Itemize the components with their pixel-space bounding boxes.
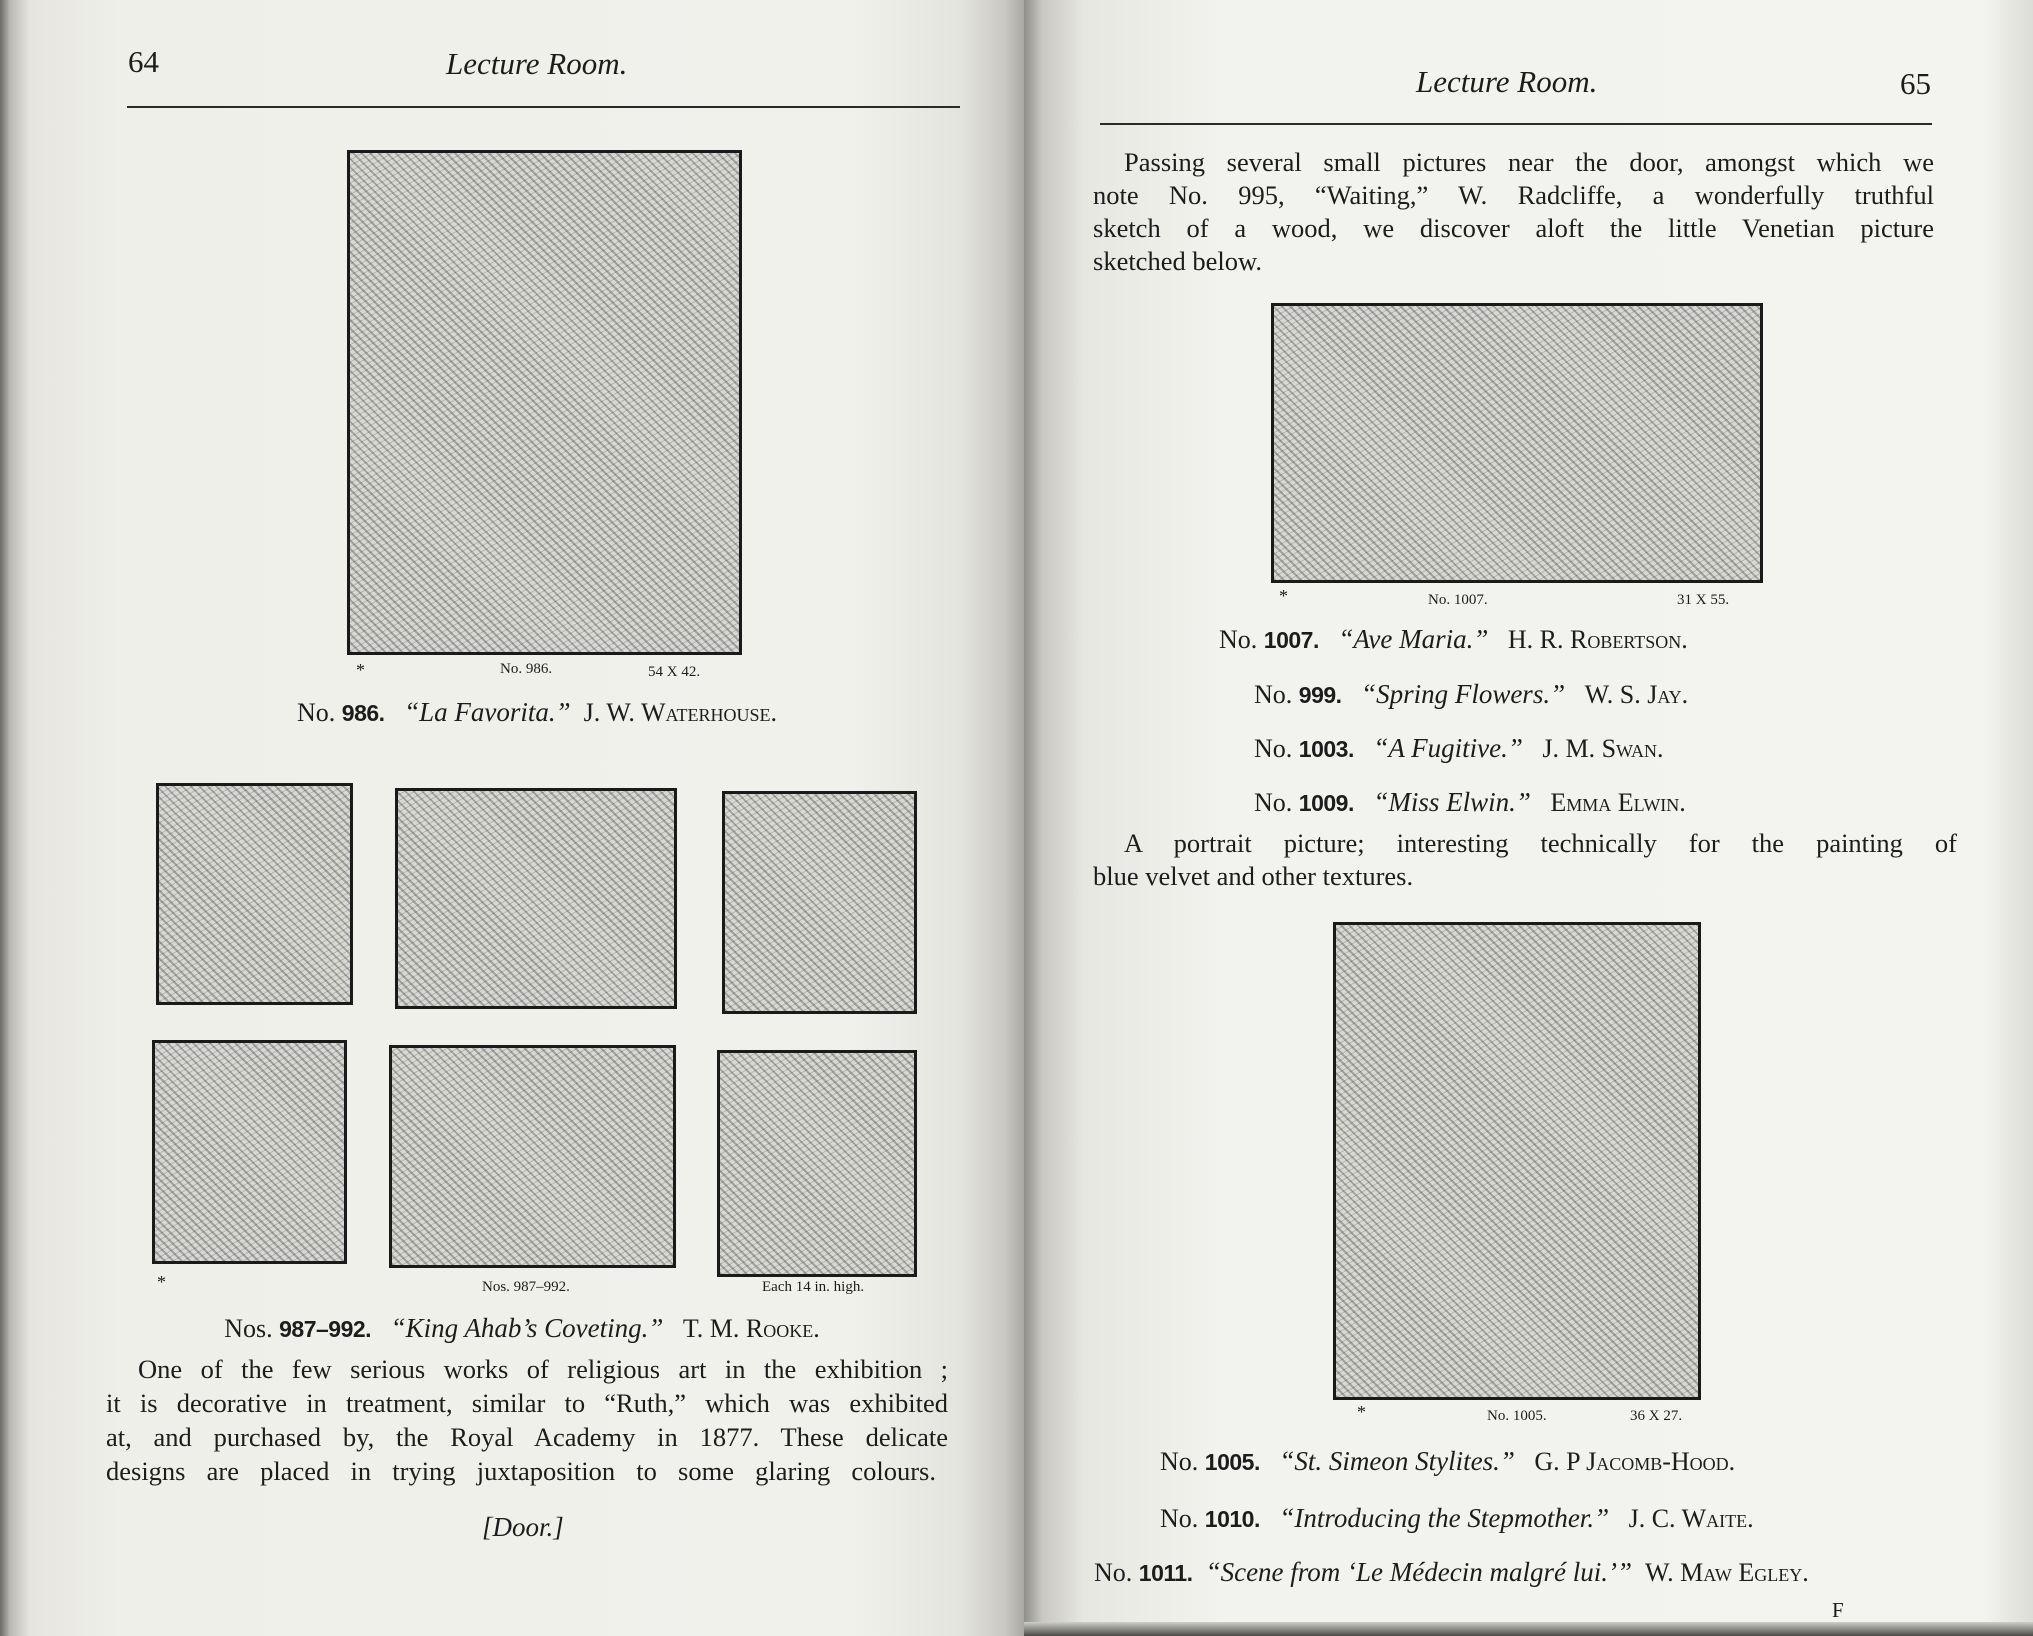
illustration-panel-1: [156, 783, 353, 1005]
illustration-ave-maria: [1271, 303, 1763, 583]
entry-artist: J. W. Waterhouse.: [583, 698, 777, 727]
catalogue-entry: [1254, 733, 1664, 764]
entry-artist: J. C. Waite.: [1628, 1504, 1754, 1533]
catalogue-entry: [1094, 1557, 1809, 1588]
entry-artist: H. R. Robertson.: [1507, 625, 1688, 654]
running-head: Lecture Room.: [446, 46, 628, 81]
entry-no: Nos.: [224, 1314, 273, 1343]
page-number: 65: [1900, 66, 1931, 101]
catalogue-entry: [0, 697, 1024, 728]
figure-size: 31 X 55.: [1677, 592, 1730, 608]
entry-number: 1011.: [1138, 1560, 1193, 1586]
catalogue-entry: [1160, 1503, 1754, 1534]
figure-number: No. 986.: [500, 661, 553, 677]
entry-no: No.: [1160, 1504, 1199, 1533]
catalogue-entry: [1254, 787, 1686, 818]
entry-artist: T. M. Rooke.: [682, 1314, 820, 1343]
entry-no: No.: [1254, 680, 1293, 709]
page-number: 64: [128, 44, 159, 79]
body-line: blue velvet and other textures.: [1093, 861, 1414, 891]
entry-title: “Scene from ‘Le Médecin malgré lui.’”: [1205, 1557, 1632, 1587]
entry-no: No.: [1219, 625, 1258, 654]
entry-title: “King Ahab’s Coveting.”: [390, 1313, 664, 1343]
entry-no: No.: [297, 698, 336, 727]
catalogue-entry: [1254, 679, 1688, 710]
figure-size: 36 X 27.: [1630, 1408, 1683, 1424]
figure-star: *: [1279, 586, 1288, 606]
signature-mark: F: [1832, 1598, 1844, 1622]
running-head: Lecture Room.: [1416, 64, 1598, 99]
body-line: sketch of a wood, we discover aloft the little Venetian picture: [1093, 213, 1934, 243]
figure-number: Nos. 987–992.: [482, 1279, 570, 1295]
illustration-panel-2: [395, 788, 677, 1009]
entry-artist: W. Maw Egley.: [1645, 1558, 1809, 1587]
entry-number: 1007.: [1263, 627, 1319, 653]
entry-number: 986.: [341, 700, 385, 726]
entry-number: 1005.: [1204, 1449, 1260, 1475]
entry-number: 999.: [1298, 682, 1342, 708]
door-note: [Door.]: [482, 1512, 564, 1542]
entry-title: “Miss Elwin.”: [1373, 787, 1531, 817]
entry-artist: G. P Jacomb-Hood.: [1534, 1447, 1736, 1476]
illustration-la-favorita: [347, 150, 742, 655]
figure-number: No. 1007.: [1428, 592, 1488, 608]
body-line: One of the few serious works of religious art in the exhibition ;: [138, 1354, 948, 1384]
entry-artist: Emma Elwin.: [1550, 788, 1686, 817]
body-line: designs are placed in trying juxtaposition to some glaring colours.: [106, 1456, 936, 1486]
catalogue-entry: [1219, 624, 1688, 655]
entry-artist: J. M. Swan.: [1542, 734, 1664, 763]
right-page: [1024, 0, 2033, 1636]
illustration-panel-5: [389, 1045, 676, 1268]
illustration-panel-4: [152, 1040, 347, 1264]
entry-title: “Introducing the Stepmother.”: [1279, 1503, 1610, 1533]
body-line: it is decorative in treatment, similar to “Ruth,” which was exhibited: [106, 1388, 948, 1418]
entry-title: “La Favorita.”: [404, 697, 571, 727]
illustration-panel-3: [722, 791, 917, 1014]
body-line: note No. 995, “Waiting,” W. Radcliffe, a wonderfully truthful: [1093, 180, 1934, 210]
entry-no: No.: [1094, 1558, 1133, 1587]
body-line: A portrait picture; interesting technically for the painting of: [1124, 828, 1957, 858]
entry-no: No.: [1160, 1447, 1199, 1476]
entry-artist: W. S. Jay.: [1584, 680, 1689, 709]
entry-number: 1010.: [1204, 1506, 1260, 1532]
figure-size: Each 14 in. high.: [762, 1279, 865, 1295]
figure-size: 54 X 42.: [648, 664, 701, 680]
entry-number: 1009.: [1298, 790, 1354, 816]
body-line: Passing several small pictures near the door, amongst which we: [1124, 147, 1934, 177]
entry-no: No.: [1254, 734, 1293, 763]
figure-star: *: [356, 660, 365, 680]
entry-title: “Ave Maria.”: [1338, 624, 1489, 654]
entry-no: No.: [1254, 788, 1293, 817]
figure-star: *: [157, 1272, 166, 1292]
catalogue-entry: [1160, 1446, 1735, 1477]
header-rule: [127, 106, 960, 108]
figure-number: No. 1005.: [1487, 1408, 1547, 1424]
catalogue-entry: [0, 1313, 1024, 1344]
entry-title: “Spring Flowers.”: [1361, 679, 1566, 709]
entry-title: “St. Simeon Stylites.”: [1279, 1446, 1515, 1476]
body-line: sketched below.: [1093, 246, 1263, 276]
entry-number: 987–992.: [279, 1316, 372, 1342]
illustration-st-simeon: [1333, 922, 1701, 1400]
figure-star: *: [1357, 1402, 1366, 1422]
body-line: at, and purchased by, the Royal Academy in 1877. These delicate: [106, 1422, 948, 1452]
illustration-panel-6: [717, 1050, 917, 1277]
entry-title: “A Fugitive.”: [1373, 733, 1523, 763]
header-rule: [1100, 123, 1932, 125]
entry-number: 1003.: [1298, 736, 1354, 762]
